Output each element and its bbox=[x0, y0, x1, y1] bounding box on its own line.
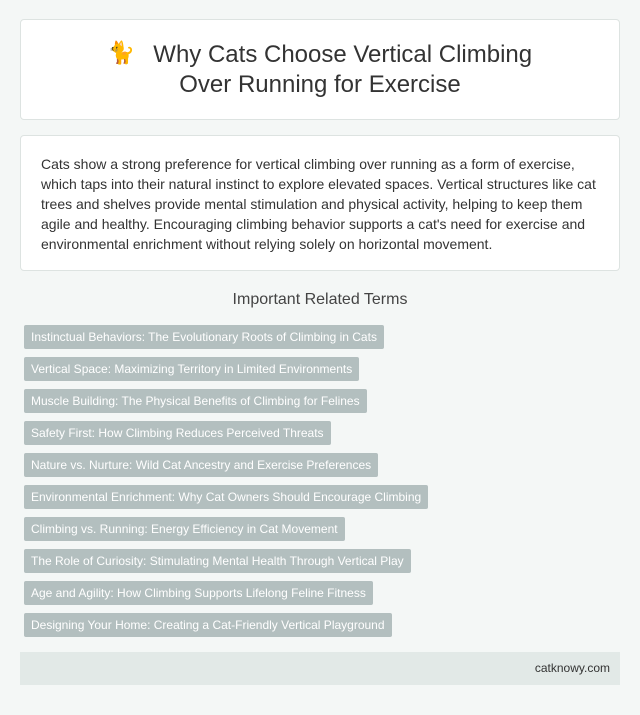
related-term-tag[interactable]: The Role of Curiosity: Stimulating Mental Health Through Vertical Play bbox=[24, 549, 411, 573]
related-terms-heading: Important Related Terms bbox=[232, 291, 408, 308]
summary-text: Cats show a strong preference for vertical climbing over running as a form of exercise, which taps into their natural instinct to explore elevated spaces. Vertical structures like cat trees and shelves provide mental stimulation and physical activity, helping to keep them agile and healthy. Encouraging climbing behavior supports a cat's need for exercise and environmental enrichment without relying solely on horizontal movement. bbox=[41, 156, 596, 252]
related-term-tag[interactable]: Climbing vs. Running: Energy Efficiency in Cat Movement bbox=[24, 517, 345, 541]
footer bbox=[20, 652, 620, 685]
related-term-tag[interactable]: Vertical Space: Maximizing Territory in Limited Environments bbox=[24, 357, 359, 381]
related-term-tag[interactable]: Muscle Building: The Physical Benefits of Climbing for Felines bbox=[24, 389, 367, 413]
related-term-tag[interactable]: Nature vs. Nurture: Wild Cat Ancestry and Exercise Preferences bbox=[24, 453, 378, 477]
title-card bbox=[20, 19, 620, 120]
cat-icon: 🐈 bbox=[107, 39, 136, 65]
page-title bbox=[80, 40, 560, 100]
related-term-tag[interactable]: Safety First: How Climbing Reduces Perceived Threats bbox=[24, 421, 331, 445]
footer-site-link[interactable]: catknowy.com bbox=[534, 661, 610, 675]
page-title-text: Why Cats Choose Vertical Climbing Over Running for Exercise bbox=[153, 40, 533, 98]
related-terms-list bbox=[24, 325, 624, 645]
related-term-tag[interactable]: Environmental Enrichment: Why Cat Owners Should Encourage Climbing bbox=[24, 485, 428, 509]
related-term-tag[interactable]: Designing Your Home: Creating a Cat-Friendly Vertical Playground bbox=[24, 613, 392, 637]
summary-card bbox=[20, 135, 620, 271]
related-term-tag[interactable]: Age and Agility: How Climbing Supports Lifelong Feline Fitness bbox=[24, 581, 373, 605]
related-term-tag[interactable]: Instinctual Behaviors: The Evolutionary Roots of Climbing in Cats bbox=[24, 325, 384, 349]
